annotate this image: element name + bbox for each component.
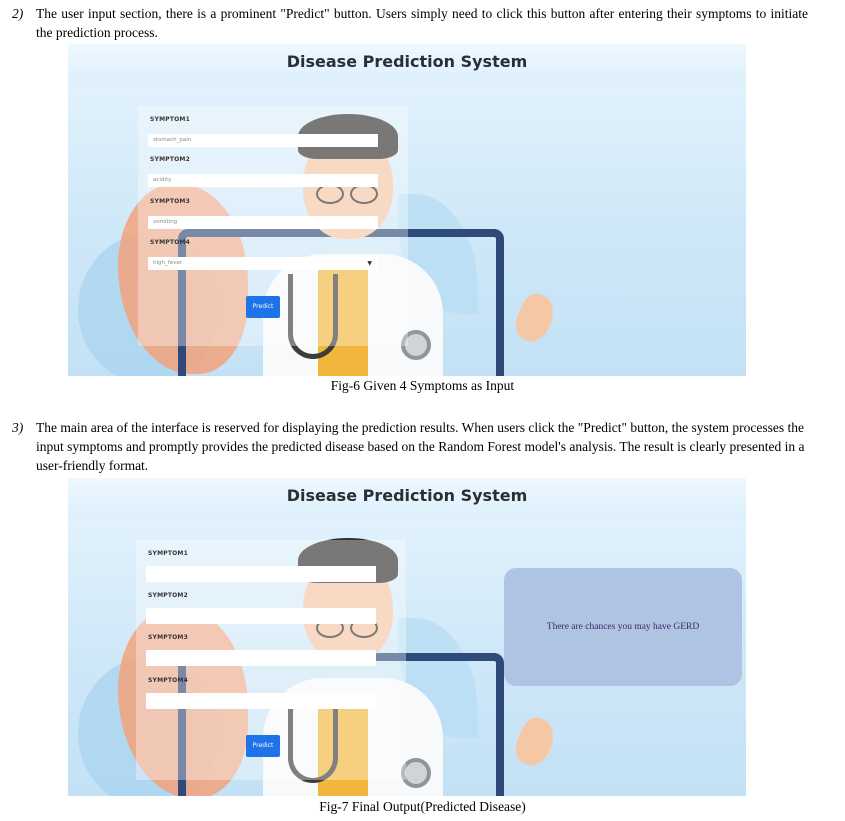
paragraph-text: The main area of the interface is reserved for displaying the prediction results. When users click the "Predict" button, the system processes the input symptoms and promptly provides the predicted disease based on the Random Forest model's analysis. The result is clearly presented in a user-friendly format. <box>36 420 805 473</box>
paragraph-number: 2) <box>12 6 24 21</box>
figure-6-screenshot <box>68 44 746 376</box>
paragraph-text: The user input section, there is a prominent "Predict" button. Users simply need to click this button after entering their symptoms to initiate the prediction process. <box>36 6 808 40</box>
paragraph-number: 3) <box>12 420 24 435</box>
predict-button[interactable]: Predict <box>246 296 280 318</box>
symptom3-input[interactable]: vomiting <box>148 216 378 229</box>
symptom3-label: SYMPTOM3 <box>148 634 188 641</box>
symptom-form <box>136 540 406 780</box>
pointing-hand <box>509 713 560 771</box>
symptom2-label: SYMPTOM2 <box>148 592 188 599</box>
symptom1-label: SYMPTOM1 <box>150 116 190 123</box>
symptom4-selected-value: high_fever <box>153 260 182 266</box>
symptom1-input[interactable]: stomach_pain <box>148 134 378 147</box>
figure-6-caption: Fig-6 Given 4 Symptoms as Input <box>330 378 515 393</box>
figure-7-caption: Fig-7 Final Output(Predicted Disease) <box>319 799 526 814</box>
predict-button[interactable]: Predict <box>246 735 280 757</box>
symptom4-select[interactable] <box>146 693 376 709</box>
symptom1-input[interactable] <box>146 566 376 582</box>
symptom2-input[interactable]: acidity <box>148 174 378 187</box>
app-title: Disease Prediction System <box>286 486 528 505</box>
symptom2-input[interactable] <box>146 608 376 624</box>
app-header <box>68 478 746 518</box>
prediction-result-text: There are chances you may have GERD <box>546 622 700 632</box>
symptom2-label: SYMPTOM2 <box>150 156 190 163</box>
symptom3-input[interactable] <box>146 650 376 666</box>
figure-7-screenshot <box>68 478 746 796</box>
symptom-form <box>138 106 408 346</box>
symptom4-label: SYMPTOM4 <box>148 677 188 684</box>
pointing-hand <box>509 289 560 347</box>
symptom1-label: SYMPTOM1 <box>148 550 188 557</box>
symptom3-label: SYMPTOM3 <box>150 198 190 205</box>
symptom4-label: SYMPTOM4 <box>150 239 190 246</box>
chevron-down-icon: ▼ <box>367 260 372 267</box>
symptom4-select[interactable] <box>148 257 378 270</box>
app-title: Disease Prediction System <box>286 52 528 71</box>
prediction-result-box <box>504 568 742 686</box>
app-header <box>68 44 746 84</box>
